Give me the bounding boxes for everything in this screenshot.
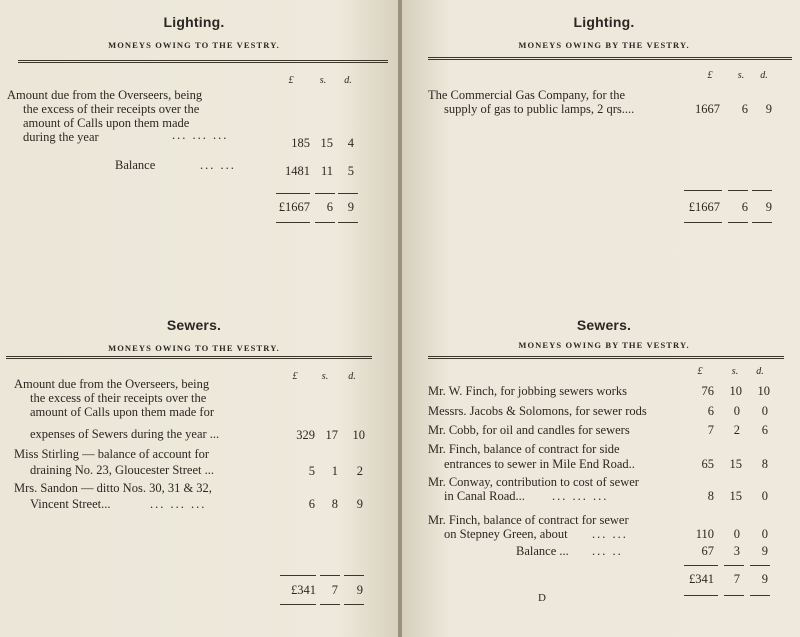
entry-line: on Stepney Green, about bbox=[444, 527, 568, 541]
total-rule bbox=[338, 222, 358, 223]
total-rule bbox=[338, 193, 358, 194]
total-shillings: 7 bbox=[733, 572, 740, 586]
entry-line: in Canal Road... bbox=[444, 489, 525, 503]
amount-shillings: 15 bbox=[729, 489, 742, 503]
col-header-pounds: £ bbox=[292, 371, 298, 382]
total-rule bbox=[315, 193, 335, 194]
entry-line: Mrs. Sandon — ditto Nos. 30, 31 & 32, bbox=[14, 481, 212, 495]
header-rule bbox=[6, 356, 372, 359]
entry-line: supply of gas to public lamps, 2 qrs.... bbox=[444, 102, 635, 116]
total-rule bbox=[752, 190, 772, 191]
total-pence: 9 bbox=[761, 572, 768, 586]
entry-line: The Commercial Gas Company, for the bbox=[428, 88, 626, 102]
section-title: Lighting. bbox=[163, 14, 225, 30]
header-rule bbox=[428, 57, 792, 60]
entry-line: Amount due from the Overseers, being bbox=[7, 88, 203, 102]
amount-pounds: 1481 bbox=[285, 164, 310, 178]
section-subtitle: MONEYS OWING BY THE VESTRY. bbox=[518, 340, 690, 350]
amount-shillings: 17 bbox=[325, 428, 338, 442]
amount-pence: 4 bbox=[347, 136, 354, 150]
total-rule bbox=[724, 565, 744, 566]
amount-pounds: 1667 bbox=[695, 102, 720, 116]
amount-pounds: 8 bbox=[707, 489, 714, 503]
entry-line: Amount due from the Overseers, being bbox=[14, 377, 210, 391]
total-shillings: 6 bbox=[741, 200, 748, 214]
entry-line: the excess of their receipts over the bbox=[30, 391, 207, 405]
total-rule bbox=[684, 222, 722, 223]
total-rule bbox=[280, 604, 316, 605]
amount-pounds: 67 bbox=[701, 544, 714, 558]
amount-shillings: 11 bbox=[320, 164, 333, 178]
total-pounds: £1667 bbox=[278, 200, 310, 214]
total-rule bbox=[728, 190, 748, 191]
amount-shillings: 1 bbox=[331, 464, 338, 478]
total-rule bbox=[724, 595, 744, 596]
entry-line: expenses of Sewers during the year ... bbox=[30, 427, 220, 441]
total-pence: 9 bbox=[356, 583, 363, 597]
entry-line: Mr. W. Finch, for jobbing sewers works bbox=[428, 384, 627, 398]
amount-pounds: 65 bbox=[701, 457, 714, 471]
total-rule bbox=[750, 595, 770, 596]
leader-dots: ... .. bbox=[592, 544, 623, 558]
section-title: Sewers. bbox=[166, 317, 222, 333]
amount-shillings: 15 bbox=[320, 136, 333, 150]
section-subtitle: MONEYS OWING BY THE VESTRY. bbox=[518, 40, 690, 50]
amount-shillings: 8 bbox=[331, 497, 338, 511]
total-shillings: 7 bbox=[331, 583, 338, 597]
amount-pence: 9 bbox=[765, 102, 772, 116]
leader-dots: ... ... ... bbox=[172, 128, 229, 142]
total-rule bbox=[320, 575, 340, 576]
header-rule bbox=[18, 60, 388, 63]
amount-pence: 5 bbox=[347, 164, 354, 178]
col-header-shillings: s. bbox=[319, 75, 327, 86]
amount-pence: 2 bbox=[356, 464, 363, 478]
total-rule bbox=[344, 575, 364, 576]
total-pence: 9 bbox=[347, 200, 354, 214]
entry-line: Vincent Street... bbox=[30, 497, 111, 511]
section-subtitle: MONEYS OWING TO THE VESTRY. bbox=[108, 40, 280, 50]
entry-line: during the year bbox=[23, 130, 99, 144]
amount-pence: 0 bbox=[761, 489, 768, 503]
amount-pounds: 6 bbox=[308, 497, 315, 511]
amount-pounds: 185 bbox=[291, 136, 310, 150]
amount-shillings: 10 bbox=[729, 384, 742, 398]
col-header-pence: d. bbox=[760, 70, 768, 81]
amount-shillings: 0 bbox=[733, 527, 740, 541]
entry-line: Miss Stirling — balance of account for bbox=[14, 447, 210, 461]
section-title: Lighting. bbox=[573, 14, 635, 30]
col-header-shillings: s. bbox=[731, 366, 739, 377]
amount-shillings: 6 bbox=[741, 102, 748, 116]
col-header-shillings: s. bbox=[737, 70, 745, 81]
entry-line: Mr. Cobb, for oil and candles for sewers bbox=[428, 423, 630, 437]
col-header-pounds: £ bbox=[288, 75, 294, 86]
entry-line: amount of Calls upon them made for bbox=[30, 405, 214, 419]
col-header-pence: d. bbox=[756, 366, 764, 377]
total-rule bbox=[684, 190, 722, 191]
amount-pounds: 110 bbox=[695, 527, 714, 541]
amount-pounds: 7 bbox=[707, 423, 714, 437]
entry-line: entrances to sewer in Mile End Road.. bbox=[444, 457, 635, 471]
entry-line: draining No. 23, Gloucester Street ... bbox=[30, 463, 214, 477]
total-pence: 9 bbox=[765, 200, 772, 214]
total-shillings: 6 bbox=[326, 200, 333, 214]
amount-pounds: 6 bbox=[707, 404, 714, 418]
amount-pence: 8 bbox=[761, 457, 768, 471]
amount-pence: 0 bbox=[761, 404, 768, 418]
col-header-pence: d. bbox=[348, 371, 356, 382]
total-rule bbox=[728, 222, 748, 223]
total-rule bbox=[344, 604, 364, 605]
total-rule bbox=[750, 565, 770, 566]
amount-pounds: 5 bbox=[308, 464, 315, 478]
leader-dots: ... ... bbox=[200, 158, 236, 172]
entry-line: Mr. Finch, balance of contract for sewer bbox=[428, 513, 629, 527]
amount-pounds: 329 bbox=[296, 428, 315, 442]
total-rule bbox=[684, 565, 718, 566]
entry-line: Messrs. Jacobs & Solomons, for sewer rods bbox=[428, 404, 647, 418]
amount-pence: 9 bbox=[761, 544, 768, 558]
leader-dots: ... ... ... bbox=[150, 497, 207, 511]
amount-pence: 9 bbox=[356, 497, 363, 511]
total-rule bbox=[684, 595, 718, 596]
total-rule bbox=[315, 222, 335, 223]
left-page bbox=[0, 0, 398, 637]
leader-dots: ... ... bbox=[592, 527, 628, 541]
entry-line: Balance ... bbox=[516, 544, 569, 558]
amount-pence: 6 bbox=[761, 423, 768, 437]
total-rule bbox=[320, 604, 340, 605]
total-pounds: £1667 bbox=[688, 200, 720, 214]
amount-shillings: 0 bbox=[733, 404, 740, 418]
amount-pence: 10 bbox=[352, 428, 365, 442]
entry-line: Mr. Finch, balance of contract for side bbox=[428, 442, 620, 456]
total-pounds: £341 bbox=[291, 583, 316, 597]
amount-shillings: 2 bbox=[733, 423, 740, 437]
section-subtitle: MONEYS OWING TO THE VESTRY. bbox=[108, 343, 280, 353]
entry-line: Balance bbox=[115, 158, 156, 172]
header-rule bbox=[428, 356, 784, 359]
amount-shillings: 15 bbox=[729, 457, 742, 471]
section-title: Sewers. bbox=[576, 317, 632, 333]
total-rule bbox=[752, 222, 772, 223]
entry-line: Mr. Conway, contribution to cost of sewer bbox=[428, 475, 639, 489]
total-rule bbox=[276, 222, 310, 223]
col-header-pounds: £ bbox=[707, 70, 713, 81]
amount-pence: 0 bbox=[761, 527, 768, 541]
signature-mark: D bbox=[538, 592, 546, 604]
amount-pounds: 76 bbox=[701, 384, 714, 398]
amount-shillings: 3 bbox=[733, 544, 740, 558]
col-header-shillings: s. bbox=[321, 371, 329, 382]
right-page bbox=[402, 0, 800, 637]
col-header-pounds: £ bbox=[697, 366, 703, 377]
col-header-pence: d. bbox=[344, 75, 352, 86]
entry-line: the excess of their receipts over the bbox=[23, 102, 200, 116]
leader-dots: ... ... ... bbox=[552, 489, 609, 503]
total-rule bbox=[276, 193, 310, 194]
amount-pence: 10 bbox=[757, 384, 770, 398]
entry-line: amount of Calls upon them made bbox=[23, 116, 190, 130]
total-rule bbox=[280, 575, 316, 576]
total-pounds: £341 bbox=[689, 572, 714, 586]
